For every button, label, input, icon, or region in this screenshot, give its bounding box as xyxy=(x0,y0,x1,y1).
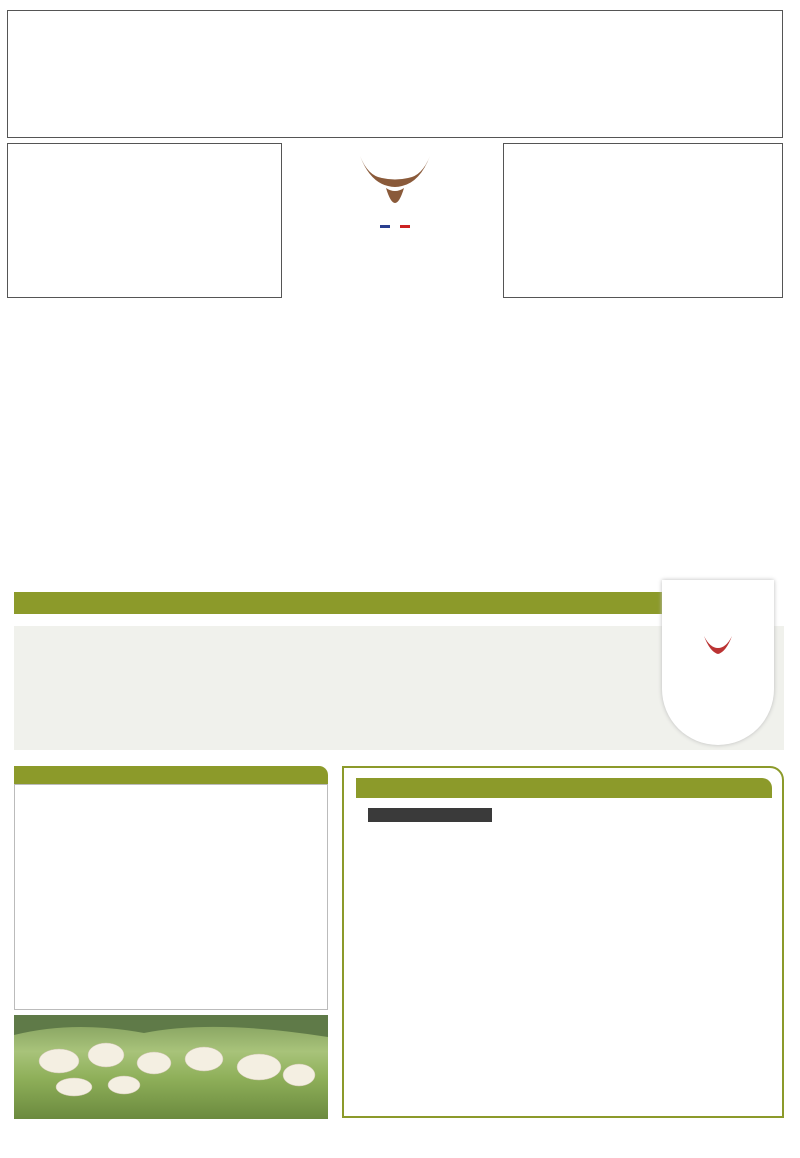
cattle-photo xyxy=(14,1015,328,1119)
dam-index-list xyxy=(518,206,520,304)
genealogie-title-bar xyxy=(14,766,328,784)
genealogie-panel xyxy=(14,784,328,1010)
report-title-bar xyxy=(14,592,771,614)
filiation-label xyxy=(368,808,492,822)
sire-index-list xyxy=(18,206,20,304)
dam-maternal-list xyxy=(664,206,678,296)
charolais-france-logo xyxy=(300,148,490,298)
sire-box xyxy=(7,143,282,298)
flag-stripe xyxy=(380,225,410,228)
herd-book-bull-icon xyxy=(698,630,738,670)
dam-box xyxy=(503,143,783,298)
genomic-bar-chart xyxy=(368,840,788,1052)
bull-head-icon xyxy=(350,148,440,228)
sire-maternal-list xyxy=(166,206,176,275)
genomic-title-bar xyxy=(356,778,772,798)
cattle-illustration xyxy=(14,1015,328,1119)
herd-book-badge xyxy=(662,580,774,745)
animal-header-box xyxy=(7,10,783,138)
